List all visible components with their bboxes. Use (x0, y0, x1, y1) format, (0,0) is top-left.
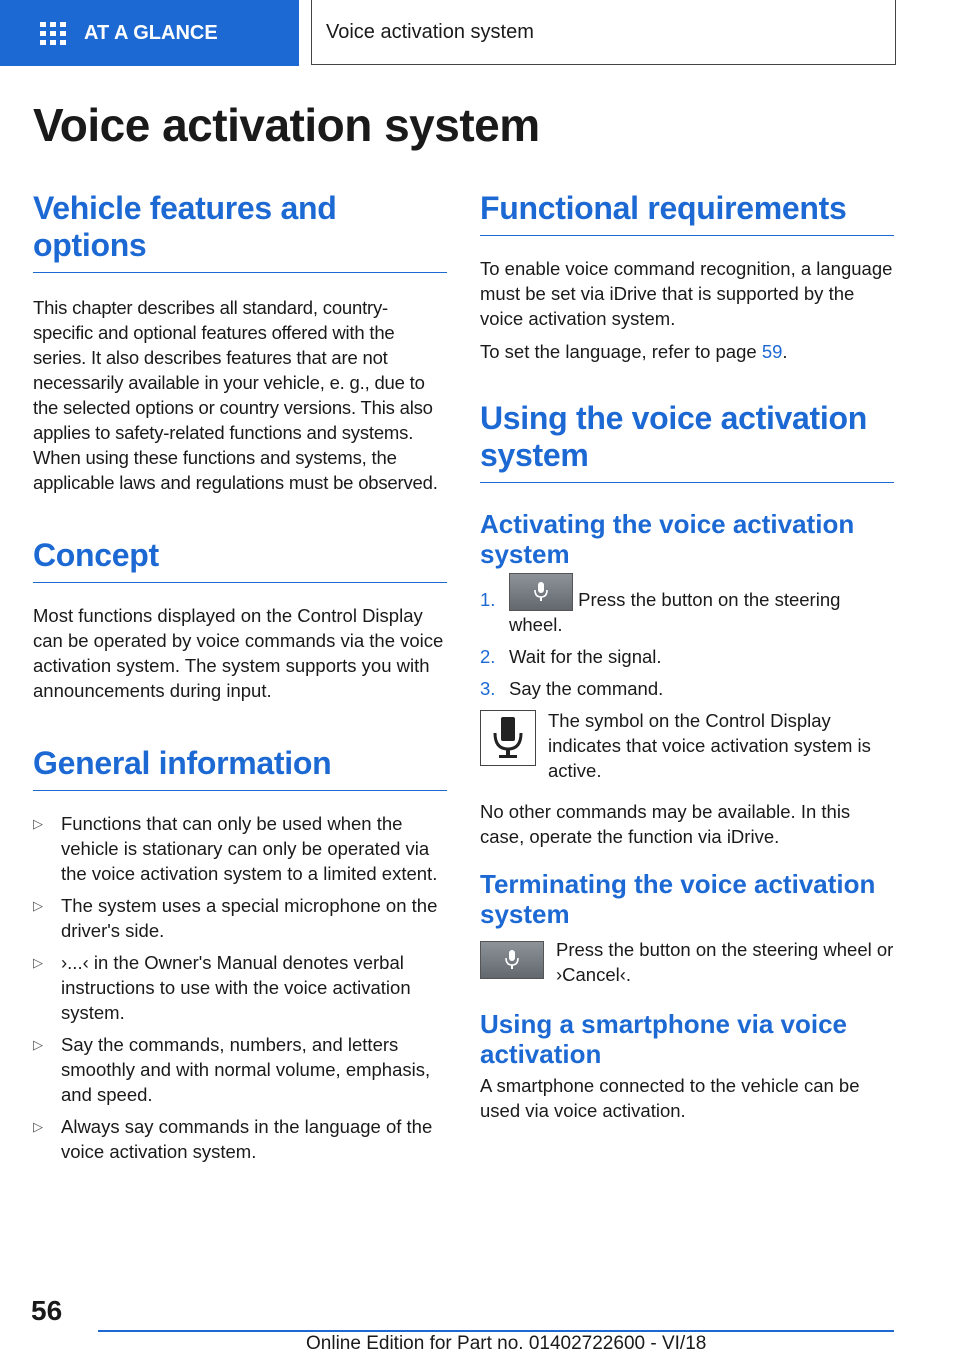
breadcrumb-label: Voice activation system (326, 20, 534, 43)
footer-divider (98, 1330, 894, 1332)
list-item: ▷ ›...‹ in the Owner's Manual denotes verbal instructions to use with the voice activation system. (33, 952, 411, 1023)
triangle-bullet-icon: ▷ (33, 816, 43, 831)
footer-edition: Online Edition for Part no. 01402722600 - VI/18 (306, 1333, 707, 1354)
list-item: 2. Wait for the signal. (480, 646, 662, 667)
left-column (33, 190, 447, 1171)
triangle-bullet-icon: ▷ (33, 898, 43, 913)
right-column (480, 190, 894, 1123)
concept-paragraph: Most functions displayed on the Control Display can be operated by voice commands via the voice activation system. The system supports you with announcements during input. (33, 605, 444, 701)
smartphone-text: A smartphone connected to the vehicle can be used via voice activation. (480, 1075, 860, 1121)
triangle-bullet-icon: ▷ (33, 955, 43, 970)
general-bullet-list (33, 811, 447, 1164)
heading-concept: Concept (33, 537, 447, 583)
list-item: ▷ The system uses a special microphone on the driver's side. (33, 895, 438, 941)
page-title: Voice activation system (33, 99, 540, 151)
list-item: ▷ Always say commands in the language of the voice activation system. (33, 1116, 433, 1162)
requirements-paragraph: To enable voice command recognition, a language must be set via iDrive that is supported by the voice activation system. (480, 258, 893, 329)
list-item: ▷ Functions that can only be used when the vehicle is stationary can only be operated via the voice activation system to a limited extent. (33, 813, 438, 884)
heading-functional-requirements: Functional requirements (480, 190, 894, 236)
list-item: 3. Say the command. (480, 678, 664, 699)
triangle-bullet-icon: ▷ (33, 1119, 43, 1134)
triangle-bullet-icon: ▷ (33, 1037, 43, 1052)
grid-icon (40, 22, 66, 44)
heading-general-information: General information (33, 745, 447, 791)
microphone-symbol-icon (480, 710, 536, 766)
list-item: ▷ Say the commands, numbers, and letters smoothly and with normal volume, emphasis, and speed. (33, 1034, 431, 1105)
terminating-row (480, 937, 894, 987)
symbol-row (480, 708, 894, 783)
heading-using-voice-activation: Using the voice activation system (480, 400, 894, 483)
terminating-text: Press the button on the steering wheel or ›Cancel‹. (556, 939, 894, 985)
activation-note: No other commands may be available. In this case, operate the function via iDrive. (480, 801, 851, 847)
heading-vehicle-features: Vehicle features and options (33, 190, 447, 273)
heading-activating: Activating the voice activation system (480, 509, 855, 569)
list-item: 1. Press the button on the steering wheel. (480, 587, 894, 637)
section-label: AT A GLANCE (84, 21, 218, 44)
page-header (0, 0, 960, 66)
activation-steps (480, 587, 894, 701)
section-tab[interactable] (0, 0, 299, 66)
heading-smartphone: Using a smartphone via voice activation (480, 1009, 848, 1069)
page-number: 56 (31, 1295, 63, 1326)
voice-button-icon (480, 941, 544, 979)
features-paragraph: This chapter describes all standard, country-specific and optional features offered with the series. It also describes features that are not necessarily available in your vehicle, e. g., due to the selected options or country versions. This also applies to safety-related functions and systems. When using these functions and systems, the applicable laws and regulations must be observed. (33, 297, 438, 493)
breadcrumb[interactable] (311, 0, 896, 65)
language-paragraph: To set the language, refer to page 59. (480, 341, 788, 362)
voice-button-icon (509, 573, 573, 611)
page-link[interactable]: 59 (761, 341, 783, 362)
symbol-description: The symbol on the Control Display indicates that voice activation system is active. (548, 710, 871, 781)
heading-terminating: Terminating the voice activation system (480, 869, 876, 929)
